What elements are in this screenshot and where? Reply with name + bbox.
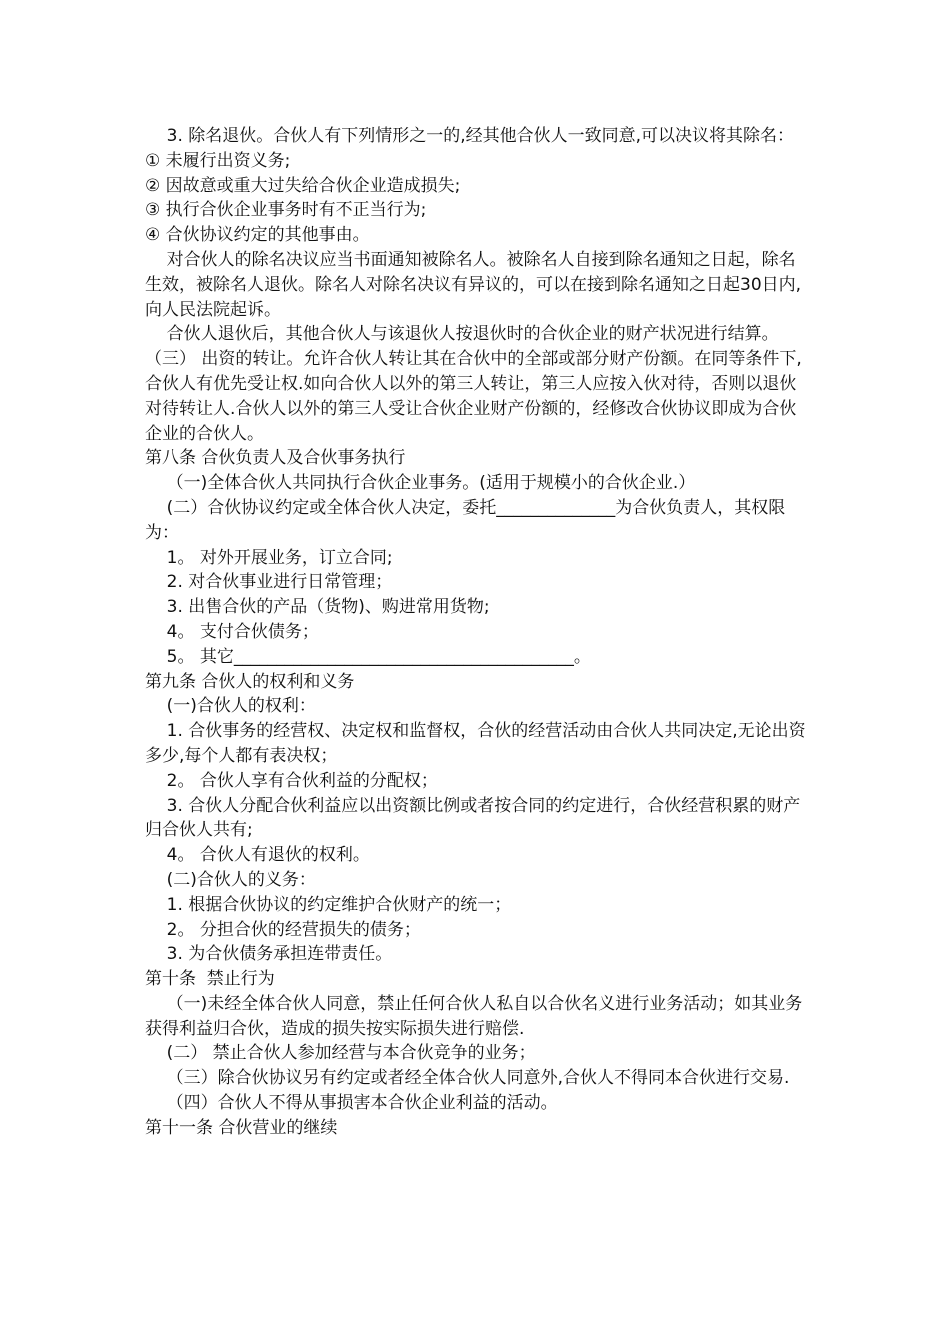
document-body [145, 124, 810, 1141]
subheading: (二)合伙人的义务： [145, 869, 316, 890]
paragraph: (二）合伙协议约定或全体合伙人决定，委托______________为合伙负责人，其权限为： [145, 497, 786, 543]
list-item: ④ 合伙协议约定的其他事由。 [145, 225, 370, 246]
list-item: 3. 出售合伙的产品（货物)、购进常用货物; [145, 597, 490, 618]
paragraph: （四）合伙人不得从事损害本合伙企业利益的活动。 [145, 1093, 558, 1114]
paragraph: （三） 出资的转让。允许合伙人转让其在合伙中的全部或部分财产份额。在同等条件下,合伙人有优先受让权.如向合伙人以外的第三人转让，第三人应按入伙对待，否则以退伙对待转让人.合伙人以外的第三人受让合伙企业财产份额的，经修改合伙协议即成为合伙企业的合伙人。 [145, 349, 802, 444]
list-item: 1。 对外开展业务，订立合同; [145, 547, 393, 568]
list-item: 1. 根据合伙协议的约定维护合伙财产的统一； [145, 894, 512, 915]
section-heading: 第十一条 合伙营业的继续 [145, 1117, 338, 1138]
subheading: (一)合伙人的权利： [145, 696, 316, 717]
list-item: 5。 其它________________________________________。 [145, 646, 591, 667]
list-item: 2。 合伙人享有合伙利益的分配权； [145, 770, 438, 791]
paragraph: 3. 除名退伙。合伙人有下列情形之一的,经其他合伙人一致同意,可以决议将其除名： [145, 126, 795, 146]
paragraph: （三）除合伙协议另有约定或者经全体合伙人同意外,合伙人不得同本合伙进行交易. [145, 1068, 790, 1089]
list-item: 4。 支付合伙债务； [145, 621, 319, 642]
list-item: 1. 合伙事务的经营权、决定权和监督权，合伙的经营活动由合伙人共同决定,无论出资多少,每个人都有表决权； [145, 721, 806, 766]
list-item: 3. 合伙人分配合伙利益应以出资额比例或者按合同的约定进行，合伙经营积累的财产归合伙人共有; [145, 795, 801, 841]
list-item: 2. 对合伙事业进行日常管理； [145, 572, 393, 593]
section-heading: 第九条 合伙人的权利和义务 [145, 671, 355, 692]
section-heading: 第十条 禁止行为 [145, 969, 275, 990]
section-heading: 第八条 合伙负责人及合伙事务执行 [145, 448, 406, 469]
list-item: ① 未履行出资义务; [145, 150, 291, 171]
list-item: 3. 为合伙债务承担连带责任。 [145, 944, 393, 965]
paragraph: （一)未经全体合伙人同意，禁止任何合伙人私自以合伙名义进行业务活动；如其业务获得利益归合伙，造成的损失按实际损失进行赔偿. [145, 993, 803, 1039]
paragraph: 对合伙人的除名决议应当书面通知被除名人。被除名人自接到除名通知之日起，除名生效，被除名人退伙。除名人对除名决议有异议的，可以在接到除名通知之日起30日内,向人民法院起诉。 [145, 249, 802, 320]
list-item: ③ 执行合伙企业事务时有不正当行为; [145, 200, 427, 221]
list-item: ② 因故意或重大过失给合伙企业造成损失; [145, 175, 461, 196]
paragraph: 合伙人退伙后，其他合伙人与该退伙人按退伙时的合伙企业的财产状况进行结算。 [145, 324, 779, 345]
list-item: 4。 合伙人有退伙的权利。 [145, 845, 370, 866]
list-item: 2。 分担合伙的经营损失的债务； [145, 919, 421, 940]
paragraph: （一)全体合伙人共同执行合伙企业事务。(适用于规模小的合伙企业.） [145, 473, 696, 494]
paragraph: (二） 禁止合伙人参加经营与本合伙竞争的业务； [145, 1043, 536, 1064]
